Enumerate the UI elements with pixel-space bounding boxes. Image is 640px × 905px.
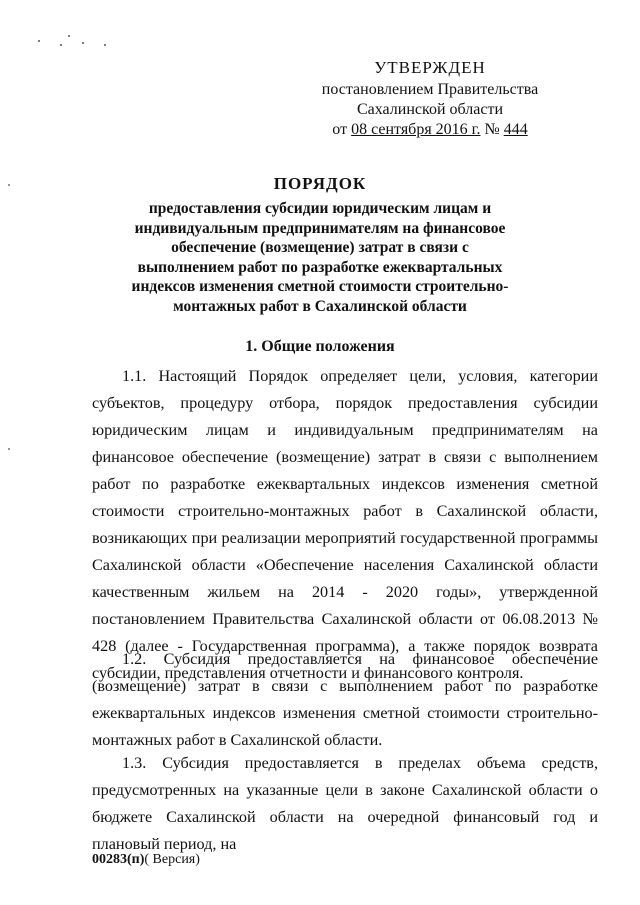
approval-line-2: Сахалинской области bbox=[356, 101, 504, 118]
paragraph-1-1: 1.1. Настоящий Порядок определяет цели, условия, категории субъектов, процедуру отбора, порядок предоставления субсидии юридическим лицам и индивидуальным предпринимателям на финансовое обеспечение (возмещение) затрат в связи с выполнением работ по разработке ежеквартальных индексов изменения сметной стоимости строительно-монтажных работ в Сахалинской области, возникающих при реализации мероприятий государственной программы Сахалинской области «Обеспечение населения Сахалинской области качественным жильем на 2014 - 2020 годы», утвержденной постановлением Правительства Сахалинской области от 06.08.2013 № 428 (далее - Государственная программа), а также порядок возврата субсидии, представления отчетности и финансового контроля. bbox=[92, 367, 598, 682]
scan-speck bbox=[8, 448, 10, 450]
approval-number: 444 bbox=[503, 121, 528, 138]
scan-specks bbox=[30, 30, 120, 50]
document-code: 00283(п) bbox=[92, 852, 145, 867]
document-subtitle: предоставления субсидии юридическим лицам и индивидуальным предпринимателям на финансовое обеспечение (возмещение) затрат в связи с выполнением работ по разработке ежеквартальных индексов изменения сметной стоимости строительно-монтажных работ в Сахалинской области bbox=[131, 200, 509, 315]
approval-line-1: постановлением Правительства bbox=[321, 81, 539, 98]
approval-number-prefix: № bbox=[480, 121, 504, 138]
section-heading: 1. Общие положения bbox=[245, 338, 395, 355]
approval-date-prefix: от bbox=[332, 121, 352, 138]
scan-speck bbox=[38, 40, 40, 42]
scan-speck bbox=[82, 42, 84, 44]
scan-speck bbox=[60, 44, 62, 46]
approval-stamp bbox=[300, 58, 560, 140]
document-version: ( Версия) bbox=[144, 852, 200, 867]
approval-title: УТВЕРЖДЕН bbox=[374, 58, 486, 77]
scan-speck bbox=[68, 35, 70, 37]
approval-date-line bbox=[300, 120, 560, 140]
document-footer bbox=[92, 852, 200, 868]
paragraph-1-3: 1.3. Субсидия предоставляется в пределах объема средств, предусмотренных на указанные цели в законе Сахалинской области о бюджете Сахалинской области на очередной финансовый год и плановый период, на bbox=[92, 754, 598, 853]
scan-speck bbox=[104, 44, 106, 46]
approval-date: 08 сентября 2016 г. bbox=[351, 121, 481, 138]
document-title: ПОРЯДОК bbox=[273, 174, 367, 193]
paragraph-1-2: 1.2. Субсидия предоставляется на финансовое обеспечение (возмещение) затрат в связи с выполнением работ по разработке ежеквартальных индексов изменения сметной стоимости строительно-монтажных работ в Сахалинской области. bbox=[92, 650, 598, 749]
